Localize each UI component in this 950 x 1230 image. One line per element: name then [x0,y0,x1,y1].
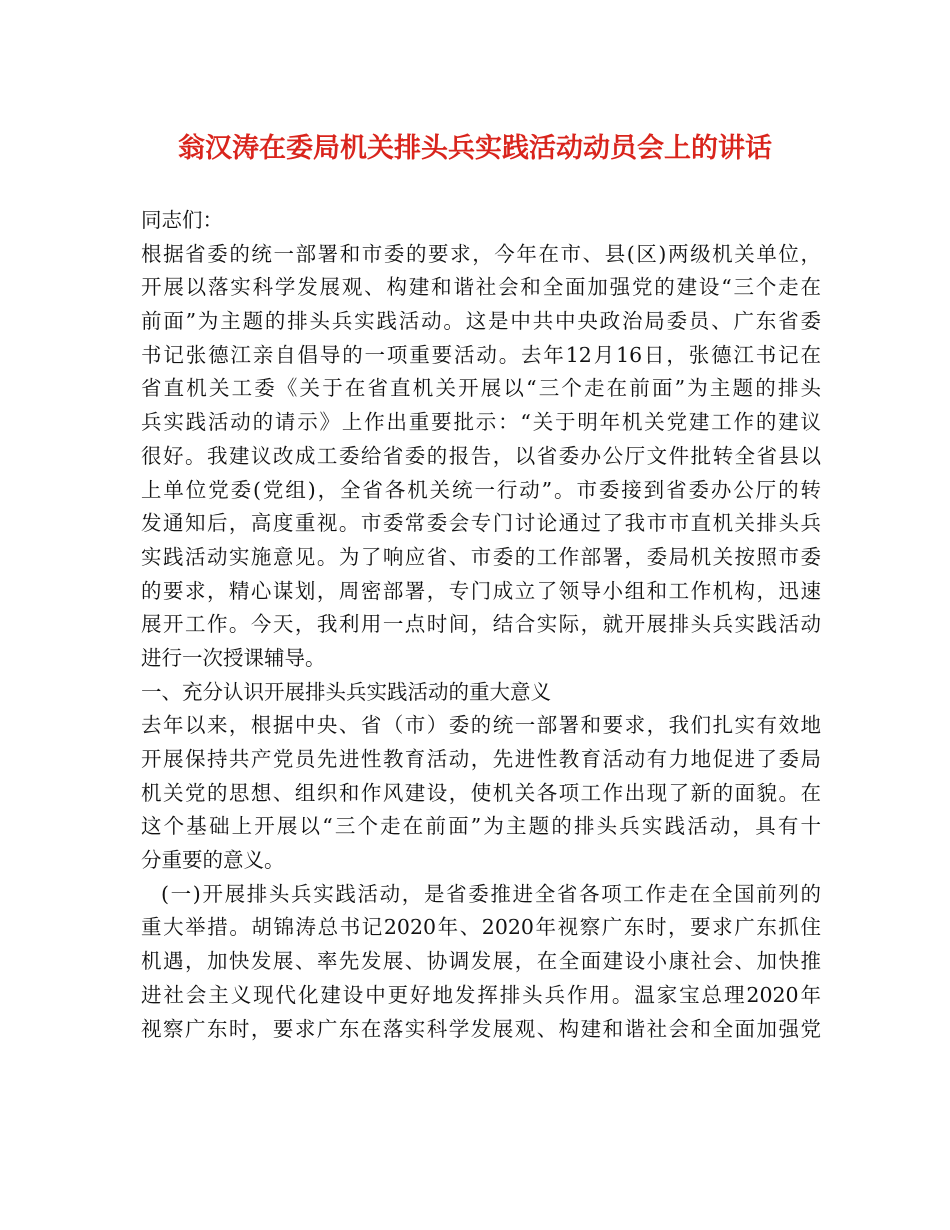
body-line: 根据省委的统一部署和市委的要求，今年在市、县(区)两级机关单位， [141,241,821,266]
body-line: 兵实践活动的请示》上作出重要批示：“关于明年机关党建工作的建议 [141,410,821,435]
body-line: 开展保持共产党员先进性教育活动，先进性教育活动有力地促进了委局 [141,747,821,771]
salutation-line: 同志们： [141,208,223,232]
body-line: 机关党的思想、组织和作风建设，使机关各项工作出现了新的面貌。在 [141,780,821,805]
section-heading: 一、充分认识开展排头兵实践活动的重大意义 [141,679,551,704]
body-line: 展开工作。今天，我利用一点时间，结合实际，就开展排头兵实践活动 [141,612,821,637]
body-line: 进行一次授课辅导。 [141,645,326,670]
body-line: 进社会主义现代化建设中更好地发挥排头兵作用。温家宝总理2020年 [141,982,821,1007]
document-title: 翁汉涛在委局机关排头兵实践活动动员会上的讲话 [178,133,772,164]
body-line: 省直机关工委《关于在省直机关开展以“三个走在前面”为主题的排头 [141,376,821,401]
body-line: 实践活动实施意见。为了响应省、市委的工作部署，委局机关按照市委 [141,544,821,569]
body-line: 去年以来，根据中央、省（市）委的统一部署和要求，我们扎实有效地 [141,713,821,738]
body-line: 前面”为主题的排头兵实践活动。这是中共中央政治局委员、广东省委 [141,309,821,334]
subsection-line: (一)开展排头兵实践活动，是省委推进全省各项工作走在全国前列的 [161,881,821,906]
body-line: 重大举措。胡锦涛总书记2020年、2020年视察广东时，要求广东抓住 [141,915,821,940]
body-line: 上单位党委(党组)，全省各机关统一行动”。市委接到省委办公厅的转 [141,477,821,502]
body-line: 视察广东时，要求广东在落实科学发展观、构建和谐社会和全面加强党 [141,1016,821,1041]
body-line: 发通知后，高度重视。市委常委会专门讨论通过了我市市直机关排头兵 [141,511,821,536]
body-line: 开展以落实科学发展观、构建和谐社会和全面加强党的建设“三个走在 [141,275,821,300]
document-body [141,204,821,1046]
body-line: 的要求，精心谋划，周密部署，专门成立了领导小组和工作机构，迅速 [141,578,821,603]
body-line: 分重要的意义。 [141,848,285,873]
body-line: 很好。我建议改成工委给省委的报告，以省委办公厅文件批转全省县以 [141,443,821,468]
body-line: 书记张德江亲自倡导的一项重要活动。去年12月16日，张德江书记在 [141,342,821,367]
body-line: 机遇，加快发展、率先发展、协调发展，在全面建设小康社会、加快推 [141,949,821,974]
body-line: 这个基础上开展以“三个走在前面”为主题的排头兵实践活动，具有十 [141,814,821,839]
